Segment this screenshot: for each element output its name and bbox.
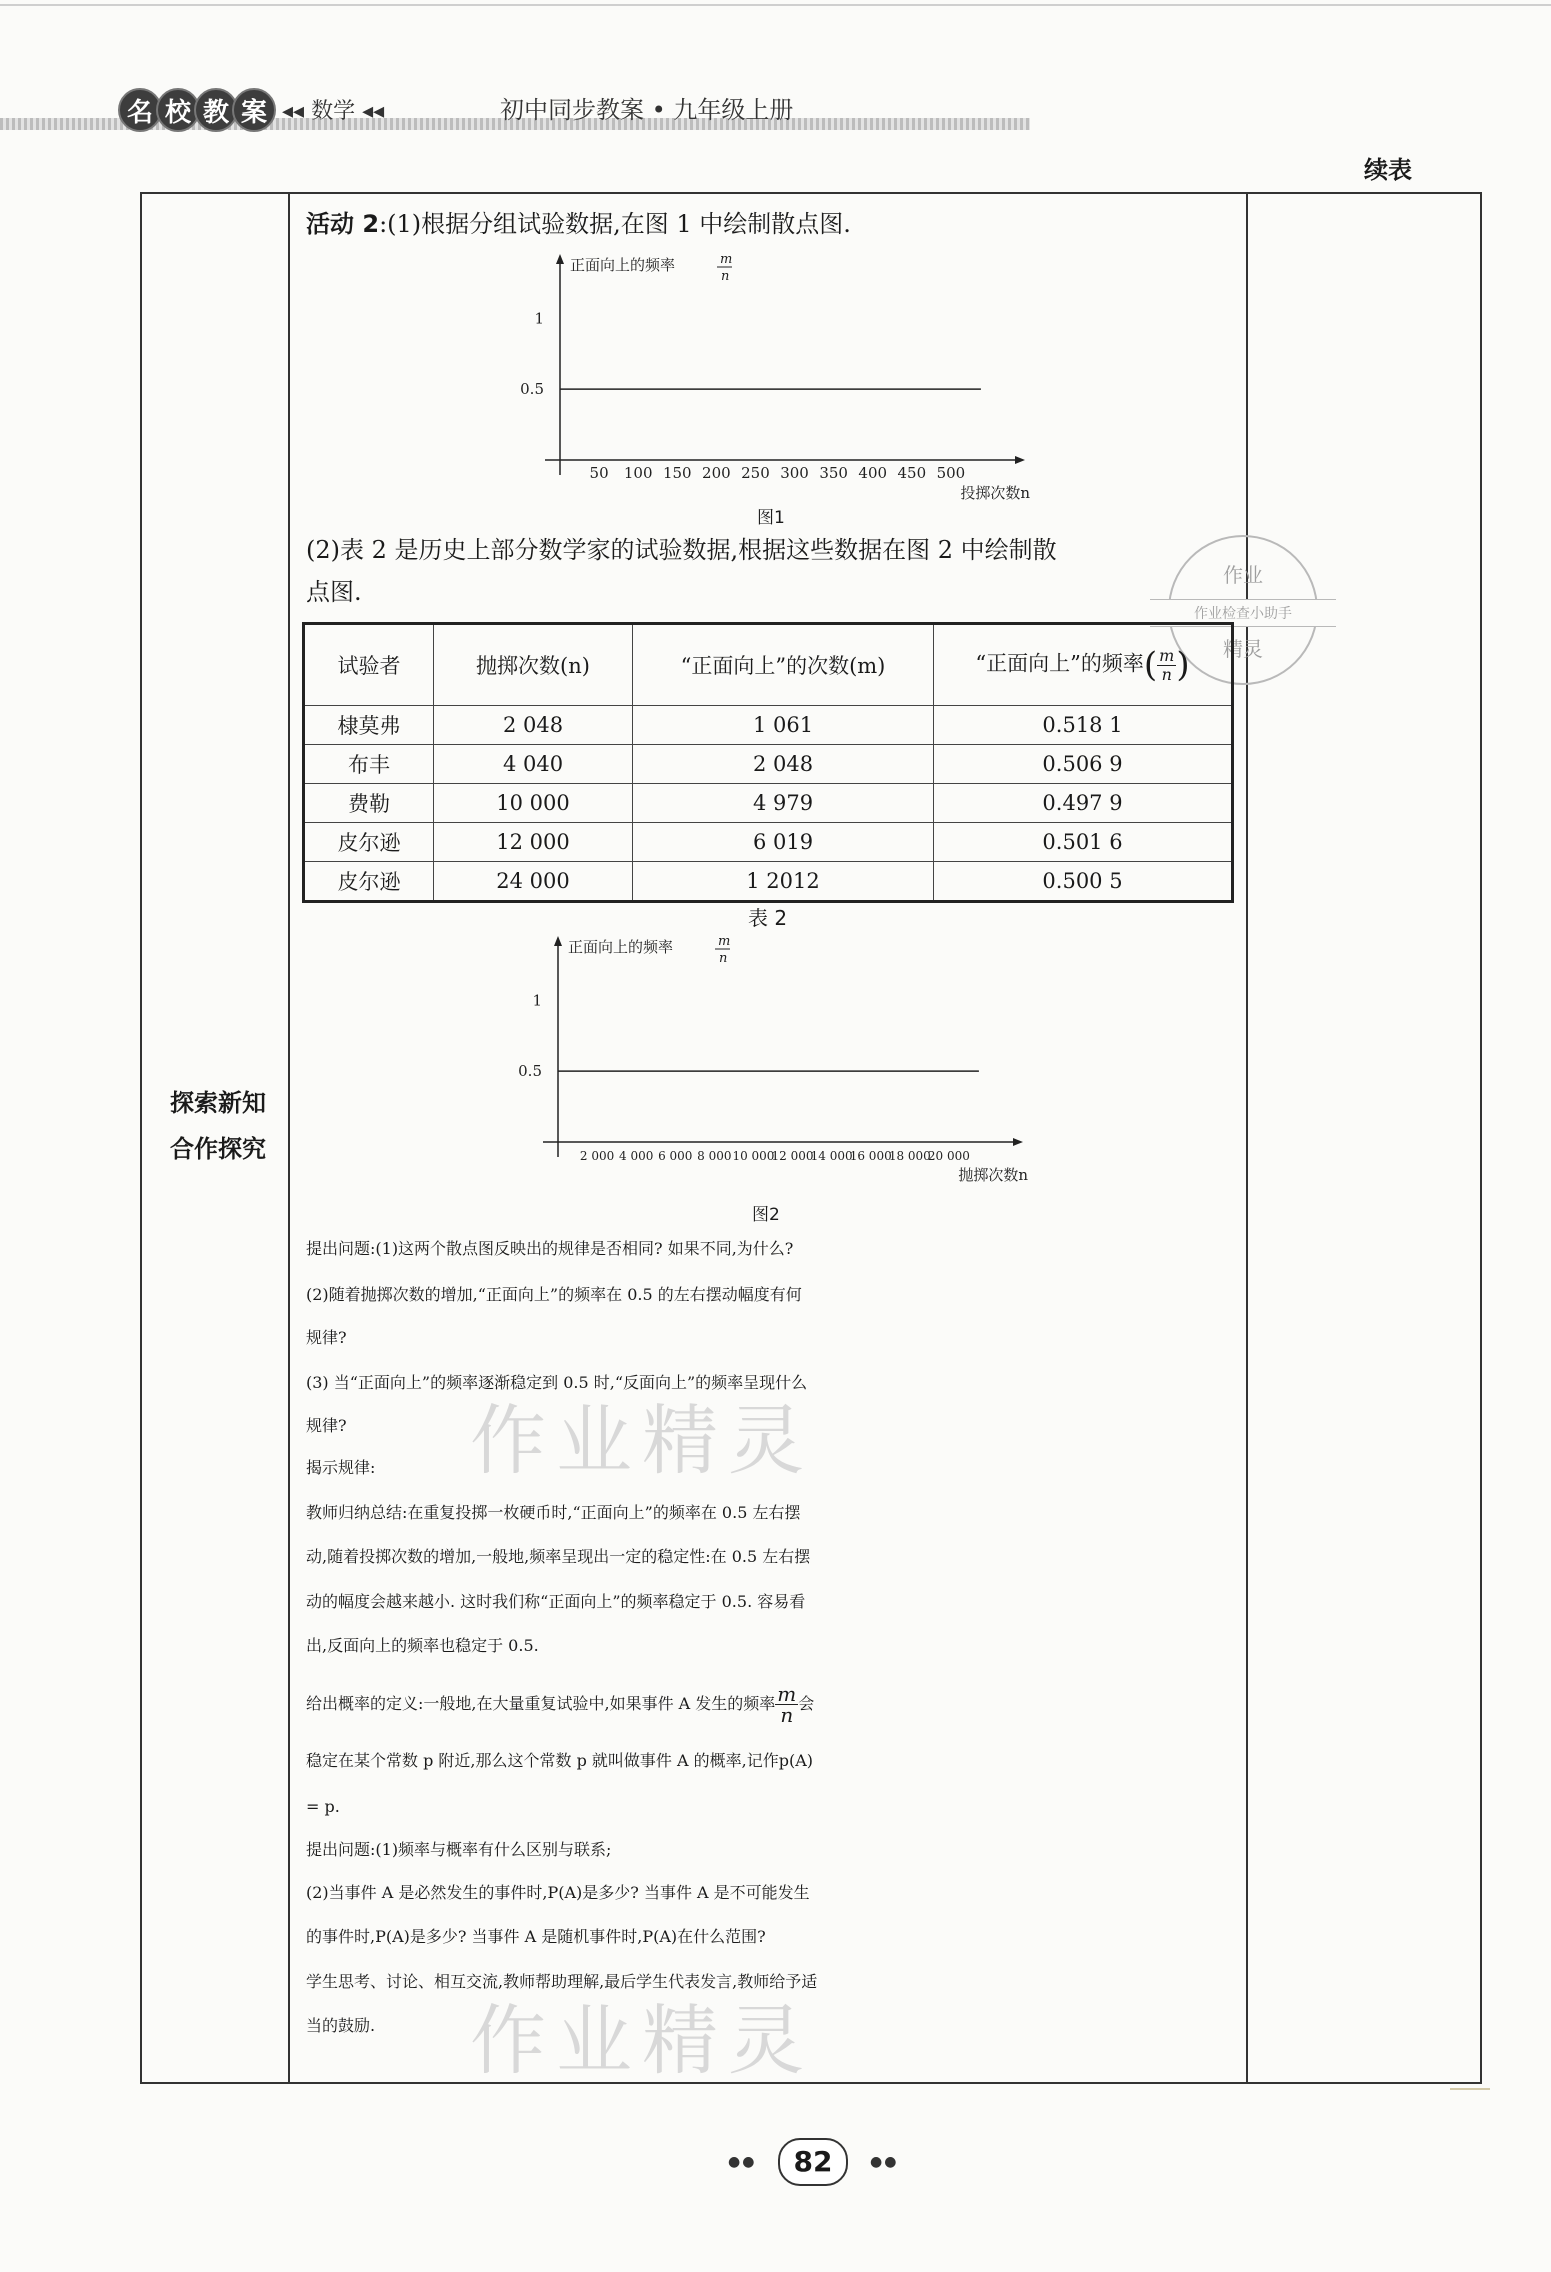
stamp-top: 作业 [1223,563,1263,587]
question-2-line2: 规律? [306,1328,347,1347]
definition-text: 会 [798,1694,815,1713]
final-line1: 提出问题:(1)频率与概率有什么区别与联系; [306,1840,612,1859]
table-row [304,823,1233,862]
table-header-row [304,624,1233,706]
y-axis-label-numerator: m [718,934,731,949]
table-caption: 表 2 [748,906,788,930]
x-axis-label: 投掷次数n [960,484,1030,500]
chart-figure-1 [510,250,1030,500]
table-cell: 1 061 [633,706,934,745]
table-cell: 6 019 [633,823,934,862]
table-row [304,706,1233,745]
chart-caption-2: 图2 [752,1205,780,1225]
corner-mark [1450,2088,1490,2090]
x-axis-label: 抛掷次数n [958,1166,1028,1182]
y-tick-label: 1 [532,991,542,1010]
y-axis-label: 正面向上的频率 [568,938,674,956]
x-tick-label: 16 000 [849,1149,892,1163]
rule-title: 揭示规律: [306,1458,376,1477]
x-tick-label: 6 000 [658,1149,693,1163]
rule-line3: 动的幅度会越来越小. 这时我们称“正面向上”的频率稳定于 0.5. 容易看 [306,1592,806,1611]
experiment-table [302,622,1234,903]
section-label-line: 合作探究 [170,1135,266,1163]
y-axis-label: 正面向上的频率 [570,256,676,274]
chart-figure-2 [508,932,1028,1182]
x-tick-label: 400 [858,464,888,482]
brand-char: 教 [194,88,238,132]
table-header-frequency: “正面向上”的频率( $\frac{m}{n}$ ) [934,624,1233,706]
x-tick-label: 8 000 [697,1149,732,1163]
question-2-line1: (2)随着抛掷次数的增加,“正面向上”的频率在 0.5 的左右摆动幅度有何 [306,1285,802,1304]
y-axis-label-denominator: n [719,951,728,966]
table-cell: 2 048 [434,706,633,745]
stamp-middle: 作业检查小助手 [1150,599,1336,627]
activity-intro [306,204,1236,244]
x-tick-label: 200 [702,464,731,482]
final-line5: 当的鼓励. [306,2016,376,2035]
rule-line2: 动,随着投掷次数的增加,一般地,频率呈现出一定的稳定性:在 0.5 左右摆 [306,1547,811,1566]
fraction: $\frac{m}{n}$ [777,1682,797,1727]
x-tick-label: 150 [662,464,692,482]
activity-part2-line1: (2)表 2 是历史上部分数学家的试验数据,根据这些数据在图 2 中绘制散 [306,536,1057,564]
series-title: 初中同步教案 • 九年级上册 [500,96,794,124]
x-tick-label: 10 000 [732,1149,775,1163]
x-tick-label: 20 000 [927,1149,970,1163]
x-tick-label: 50 [589,464,609,482]
table-cell: 皮尔逊 [304,862,434,902]
question-3-line2: 规律? [306,1416,347,1435]
top-rule [0,4,1551,6]
table-row [304,784,1233,823]
y-axis-label-numerator: m [720,252,733,267]
fraction: $\frac{m}{n}$ [1159,645,1175,684]
table-cell: 0.500 5 [934,862,1233,902]
stamp-bottom: 精灵 [1223,637,1263,661]
page-number [758,2138,868,2188]
question-3-line1: (3) 当“正面向上”的频率逐渐稳定到 0.5 时,“反面向上”的频率呈现什么 [306,1373,808,1392]
x-tick-label: 350 [819,464,848,482]
y-axis-arrow [554,936,562,946]
table-cell: 0.497 9 [934,784,1233,823]
section-label-line: 探索新知 [170,1089,266,1117]
column-divider [288,192,290,2084]
section-label [148,1080,288,1172]
page-dots-right: ●● [870,2154,899,2170]
table-header: 试验者 [304,624,434,706]
table-header: 抛掷次数(n) [434,624,633,706]
table-header: “正面向上”的次数(m) [633,624,934,706]
page-number-value: 82 [778,2138,848,2186]
continued-label: 续表 [1364,156,1412,184]
chart-caption-1: 图1 [757,508,785,528]
definition-line3: = p. [306,1797,340,1816]
x-axis-arrow [1013,1138,1023,1146]
final-line4: 学生思考、讨论、相互交流,教师帮助理解,最后学生代表发言,教师给予适 [306,1972,818,1991]
x-tick-label: 2 000 [579,1149,615,1163]
x-tick-label: 12 000 [771,1149,814,1163]
x-tick-label: 100 [623,464,653,482]
y-axis-arrow [556,254,564,264]
rule-line4: 出,反面向上的频率也稳定于 0.5. [306,1636,539,1655]
table-cell: 0.506 9 [934,745,1233,784]
subject-label: ◂◂ 数学 ◂◂ [282,99,385,124]
x-tick-label: 450 [897,464,927,482]
table-cell: 费勒 [304,784,434,823]
x-axis-arrow [1015,456,1025,464]
page-dots-left: ●● [728,2154,757,2170]
table-header-text: “正面向上”的频率 [975,651,1144,676]
x-tick-label: 4 000 [619,1149,654,1163]
x-tick-label: 500 [936,464,966,482]
table-cell: 4 979 [633,784,934,823]
final-line3: 的事件时,P(A)是多少? 当事件 A 是随机事件时,P(A)在什么范围? [306,1927,766,1946]
column-divider [1246,192,1248,2084]
table-cell: 1 2012 [633,862,934,902]
activity-part2-line2: 点图. [306,578,362,606]
y-tick-label: 0.5 [520,380,544,399]
table-cell: 棣莫弗 [304,706,434,745]
definition-line1 [306,1684,1236,1725]
table-cell: 0.518 1 [934,706,1233,745]
x-tick-label: 300 [780,464,809,482]
y-axis-label-denominator: n [721,269,730,284]
rule-line1: 教师归纳总结:在重复投掷一枚硬币时,“正面向上”的频率在 0.5 左右摆 [306,1503,801,1522]
brand-logo [118,88,270,128]
x-tick-label: 18 000 [888,1149,931,1163]
table-cell: 2 048 [633,745,934,784]
watermark: 作业精灵 [470,1996,814,2085]
x-tick-label: 14 000 [810,1149,853,1163]
brand-char: 校 [156,88,200,132]
activity-title: 活动 2 [306,210,380,238]
table-cell: 皮尔逊 [304,823,434,862]
brand-char: 名 [118,88,162,132]
y-tick-label: 0.5 [518,1062,542,1081]
watermark: 作业精灵 [470,1396,814,1485]
activity-intro-text: :(1)根据分组试验数据,在图 1 中绘制散点图. [379,210,851,238]
final-line2: (2)当事件 A 是必然发生的事件时,P(A)是多少? 当事件 A 是不可能发生 [306,1883,810,1902]
brand-char: 案 [232,88,276,132]
table-cell: 12 000 [434,823,633,862]
table-cell: 10 000 [434,784,633,823]
definition-text: 给出概率的定义:一般地,在大量重复试验中,如果事件 A 发生的频率 [306,1694,776,1713]
table-cell: 布丰 [304,745,434,784]
table-cell: 4 040 [434,745,633,784]
question-1: 提出问题:(1)这两个散点图反映出的规律是否相同? 如果不同,为什么? [306,1239,794,1258]
y-tick-label: 1 [534,309,544,328]
table-row [304,862,1233,902]
page-header [0,82,1551,132]
table-row [304,745,1233,784]
x-tick-label: 250 [741,464,770,482]
table-cell: 24 000 [434,862,633,902]
definition-line2: 稳定在某个常数 p 附近,那么这个常数 p 就叫做事件 A 的概率,记作p(A) [306,1751,814,1770]
table-cell: 0.501 6 [934,823,1233,862]
